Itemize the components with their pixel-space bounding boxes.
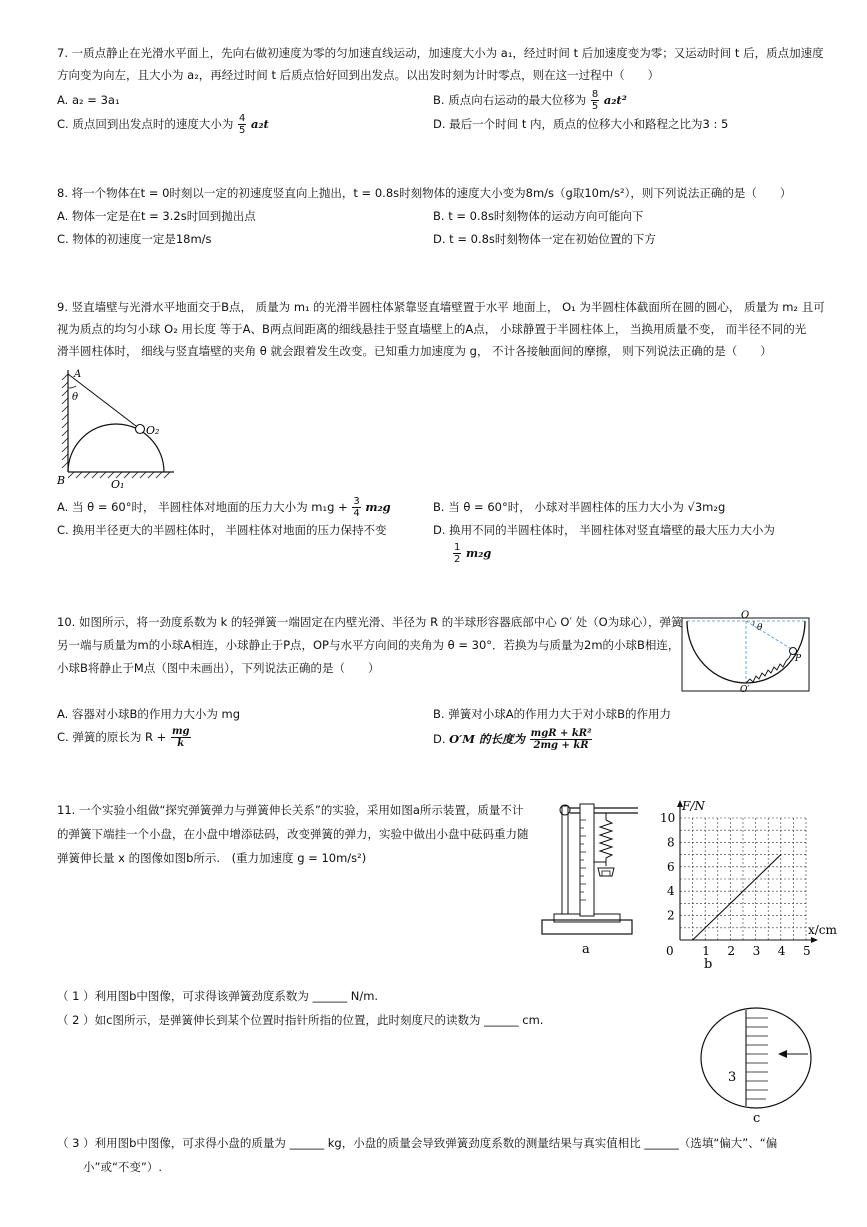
q10-option-c[interactable]: C. 弹簧的原长为 R + $\frac{mg}{k}$ [57, 726, 190, 749]
q11c-arrow [778, 1050, 787, 1058]
q11c-ruler-ticks [746, 1018, 768, 1099]
q10-stem-line1: 10. 如图所示，将一劲度系数为 k 的轻弹簧一端固定在内壁光滑、半径为 R 的半球形容器底部中心 O′ 处（O为球心），弹簧 [57, 615, 683, 629]
q9-label-o1: O₁ [111, 478, 125, 491]
q9-ball [136, 425, 145, 434]
chart-series-line [693, 855, 781, 940]
q9-string [68, 374, 136, 426]
q8-option-a[interactable]: A. 物体一定是在t = 3.2s时回到抛出点 [57, 209, 256, 223]
chart-x-tick: 5 [803, 944, 811, 958]
q11-figure-a [540, 796, 642, 958]
chart-x-tick: 4 [777, 944, 786, 958]
q10-option-b[interactable]: B. 弹簧对小球A的作用力大于对小球B的作用力 [433, 707, 671, 721]
chart-axes [677, 799, 838, 943]
q8-option-c[interactable]: C. 物体的初速度一定是18m/s [57, 232, 212, 246]
q10-label-o: O [741, 610, 750, 621]
chart-y-tick: 4 [667, 884, 675, 899]
q11a-weight [602, 871, 610, 876]
q11-stem-line2: 的弹簧下端挂一个小盘，在小盘中增添砝码，改变弹簧的弹力，实验中做出小盘中砝码重力随 [57, 827, 529, 841]
q11-stem-line3: 弹簧伸长量 x 的图像如图b所示. (重力加速度 g = 10m/s²) [57, 851, 367, 865]
q11-figure-c [698, 1006, 816, 1126]
q11-stem-line1: 11. 一个实验小组做“探究弹簧弹力与弹簧伸长关系”的实验，采用如图a所示装置，质量不计 [57, 803, 524, 817]
q9-option-d-value[interactable]: $\frac{1}{2}$ m₂g [454, 542, 492, 565]
q7-stem-line1: 7. 一质点静止在光滑水平面上，先向右做初速度为零的匀加速直线运动，加速度大小为 a₁，经过时间 t 后加速度变为零；又运动时间 t 后，质点加速度 [57, 46, 824, 60]
q9-figure [56, 364, 181, 492]
q11c-mark: 3 [728, 1070, 737, 1085]
q10-label-p: P [795, 654, 802, 664]
q8-option-d[interactable]: D. t = 0.8s时刻物体一定在初始位置的下方 [433, 232, 656, 246]
q9-stem-line3: 滑半圆柱体时， 细线与竖直墙壁的夹角 θ 就会跟着发生改变。已知重力加速度为 g， 不计各接触面间的摩擦， 则下列说法正确的是（ ） [57, 344, 772, 358]
q9-option-b[interactable]: B. 当 θ = 60°时， 小球对半圆柱体的压力大小为 √3m₂g [433, 500, 726, 514]
q11c-label: c [753, 1111, 761, 1126]
q8-option-b[interactable]: B. t = 0.8s时刻物体的运动方向可能向下 [433, 209, 644, 223]
q11-sub1: （ 1 ）利用图b中图像，可求得该弹簧劲度系数为 ______ N/m. [57, 989, 379, 1003]
chart-y-label: F/N [682, 799, 705, 813]
q10-label-theta: θ [757, 623, 763, 633]
q10-stem-line2: 另一端与质量为m的小球A相连，小球静止于P点，OP与水平方向间的夹角为 θ = 30°．若换为与质量为2m的小球B相连， [57, 638, 680, 652]
q9-angle-arc [68, 386, 76, 388]
chart-x-tick: 2 [727, 944, 736, 958]
q7-option-b[interactable]: B. 质点向右运动的最大位移为 $\frac{8}{5}$ a₂t² [433, 89, 627, 112]
q11a-pan [598, 868, 614, 876]
chart-ticks [660, 811, 811, 958]
q9-label-o2: O₂ [146, 424, 160, 437]
q11-sub2: （ 2 ）如c图所示，是弹簧伸长到某个位置时指针所指的位置，此时刻度尺的读数为 ______ cm. [57, 1013, 544, 1027]
q11a-pole [562, 806, 568, 914]
q9-option-c[interactable]: C. 换用半径更大的半圆柱体时， 半圆柱体对地面的压力保持不变 [57, 523, 387, 537]
q9-label-b: B [57, 474, 66, 487]
q7-option-a[interactable]: A. a₂ = 3a₁ [57, 93, 120, 107]
q10-label-o-prime: O′ [740, 685, 750, 695]
q9-label-a: A [74, 369, 82, 380]
q10-angle-arc [753, 621, 754, 626]
q9-option-d-text[interactable]: D. 换用不同的半圆柱体时， 半圆柱体对竖直墙壁的最大压力大小为 [433, 523, 775, 537]
q9-stem-line1: 9. 竖直墙壁与光滑水平地面交于B点， 质量为 m₁ 的光滑半圆柱体紧靠竖直墙壁置于水平 地面上， O₁ 为半圆柱体截面所在圆的圆心， 质量为 m₂ 且可 [57, 300, 825, 314]
q10-option-d[interactable]: D. O′M 的长度为 $\frac{\text{mgR + kR²}}{2mg + kR}$ [433, 728, 592, 751]
chart-grid [680, 818, 806, 940]
chart-series [693, 855, 781, 940]
chart-y-tick: 8 [667, 835, 675, 850]
q11b-label: b [704, 957, 713, 972]
q11a-label: a [582, 942, 590, 957]
q10-stem-line3: 小球B将静止于M点（图中未画出），下列说法正确的是（ ） [57, 661, 380, 675]
chart-x-tick: 1 [702, 944, 710, 958]
q7-stem-line2: 方向变为向左，且大小为 a₂，再经过时间 t 后质点恰好回到出发点。以出发时刻为计时零点，则在这一过程中（ ） [57, 68, 660, 82]
q8-stem: 8. 将一个物体在t = 0时刻以一定的初速度竖直向上抛出，t = 0.8s时刻物体的速度大小变为8m/s（g取10m/s²），则下列说法正确的是（ ） [57, 186, 792, 200]
q9-label-theta: θ [72, 392, 79, 403]
q7-option-d[interactable]: D. 最后一个时间 t 内，质点的位移大小和路程之比为3 : 5 [433, 117, 729, 131]
chart-x-label: x/cm [808, 923, 837, 937]
q9-stem-line2: 视为质点的均匀小球 O₂ 用长度 等于A、B两点间距离的细线悬挂于竖直墙壁上的A点， 小球静置于半圆柱体上， 当换用质量不变， 而半径不同的光 [57, 322, 807, 336]
q11c-lens [701, 1008, 811, 1108]
chart-x-tick: 3 [752, 944, 761, 958]
chart-y-tick: 6 [667, 859, 675, 874]
q9-wall-hatch [62, 374, 68, 468]
q7-option-c[interactable]: C. 质点回到出发点时的速度大小为 $\frac{4}{5}$ a₂t [57, 113, 269, 136]
q10-option-a[interactable]: A. 容器对小球B的作用力大小为 mg [57, 707, 241, 721]
q10-frame [682, 618, 809, 691]
chart-y-tick: 10 [660, 811, 676, 825]
q11-sub3-line2: 小”或“不变”）. [83, 1160, 163, 1174]
q11-figure-b [642, 792, 837, 972]
q11a-spring [600, 820, 612, 858]
q11-sub3-line1: （ 3 ）利用图b中图像，可求得小盘的质量为 ______ kg，小盘的质量会导致弹簧劲度系数的测量结果与真实值相比 ______（选填“偏大”、“偏 [57, 1136, 778, 1150]
chart-y-tick: 2 [667, 908, 675, 923]
chart-x-tick: 0 [666, 944, 674, 958]
q10-figure [680, 608, 812, 694]
chart-x-arrow [811, 937, 818, 943]
q9-option-a[interactable]: A. 当 θ = 60°时， 半圆柱体对地面的压力大小为 m₁g + $\frac{3}{4}$ m₂g [57, 496, 391, 519]
